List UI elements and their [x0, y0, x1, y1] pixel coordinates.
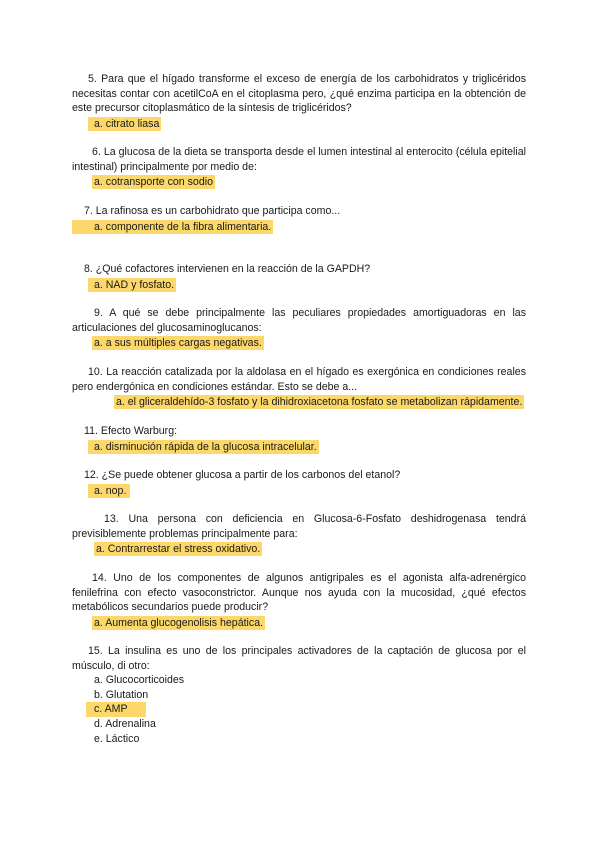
- question-9: [72, 306, 526, 350]
- question-7-stem: 7. La rafinosa es un carbohidrato que participa como...: [84, 205, 341, 217]
- question-14-stem: 14. Uno de los componentes de algunos antigripales es el agonista alfa-adrenérgico fenilefrina con efecto vasoconstrictor. Aunque nos ayuda con la mucosidad, ¿qué efectos metabólicos secundarios puede producir?: [72, 572, 526, 614]
- question-6-stem: 6. La glucosa de la dieta se transporta desde el lumen intestinal al enterocito (célula epitelial intestinal) principalmente por medio de:: [72, 146, 526, 173]
- question-5: [72, 72, 526, 131]
- question-15: [72, 644, 526, 746]
- question-15-stem: 15. La insulina es uno de los principales activadores de la captación de glucosa por el músculo, di otro:: [72, 645, 526, 672]
- question-14: [72, 571, 526, 630]
- option-e: e. Láctico: [94, 732, 140, 745]
- question-8: [72, 262, 526, 292]
- question-9-stem: 9. A qué se debe principalmente las peculiares propiedades amortiguadoras en las articulaciones del glucosaminoglucanos:: [72, 307, 526, 334]
- question-10: [72, 365, 526, 409]
- question-13-stem: 13. Una persona con deficiencia en Glucosa-6-Fosfato deshidrogenasa tendrá previsiblemente problemas principalmente para:: [72, 513, 526, 540]
- question-7-answer: a. componente de la fibra alimentaria.: [72, 220, 273, 234]
- question-11-answer: a. disminución rápida de la glucosa intracelular.: [88, 440, 319, 454]
- question-12: [72, 468, 526, 498]
- option-b: b. Glutation: [94, 688, 149, 701]
- question-12-stem: 12. ¿Se puede obtener glucosa a partir de los carbonos del etanol?: [84, 469, 401, 481]
- question-6-answer: a. cotransporte con sodio: [94, 176, 213, 189]
- question-8-answer: a. NAD y fosfato.: [88, 278, 176, 292]
- question-12-answer: a. nop.: [88, 484, 130, 498]
- question-11-stem: 11. Efecto Warburg:: [84, 425, 178, 437]
- question-10-answer: a. el gliceraldehído-3 fosfato y la dihidroxiacetona fosfato se metabolizan rápidamente.: [116, 396, 523, 409]
- question-13: [72, 512, 526, 556]
- question-9-answer: a. a sus múltiples cargas negativas.: [94, 337, 262, 350]
- question-8-stem: 8. ¿Qué cofactores intervienen en la reacción de la GAPDH?: [84, 263, 371, 275]
- question-14-answer: a. Aumenta glucogenolisis hepática.: [94, 616, 264, 629]
- question-13-answer: a. Contrarrestar el stress oxidativo.: [96, 543, 261, 556]
- question-7: [72, 204, 526, 234]
- option-c-selected: c. AMP: [86, 702, 146, 717]
- question-6: [72, 145, 526, 189]
- option-a: a. Glucocorticoides: [94, 674, 185, 687]
- question-11: [72, 424, 526, 454]
- question-5-answer: a. citrato liasa: [88, 117, 161, 131]
- question-5-stem: 5. Para que el hígado transforme el exceso de energía de los carbohidratos y triglicéridos necesitas contar con acetilCoA en el citoplasma pero, ¿qué enzima participa en la obtención de este precursor citoplasmático de la síntesis de triglicéridos?: [72, 73, 526, 115]
- option-d: d. Adrenalina: [94, 717, 156, 730]
- question-10-stem: 10. La reacción catalizada por la aldolasa en el hígado es exergónica en condiciones reales pero endergónica en condiciones estándar. Esto se debe a...: [72, 366, 526, 393]
